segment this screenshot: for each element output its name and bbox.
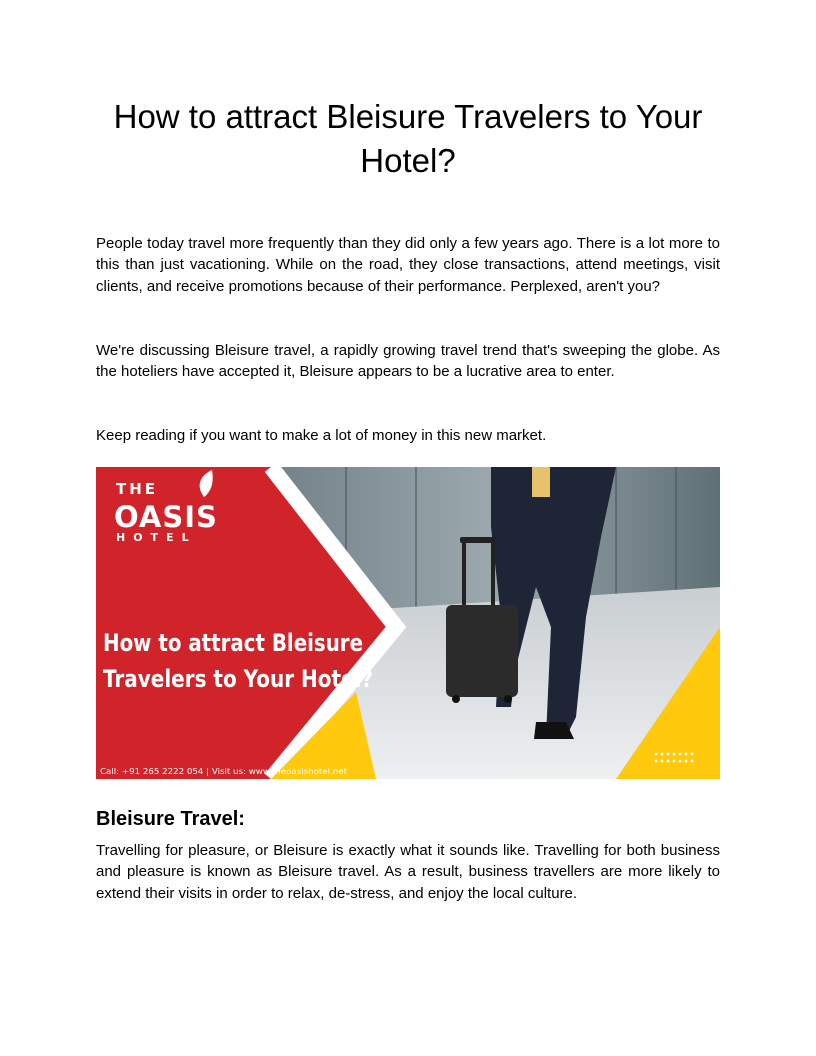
keep-reading-paragraph: Keep reading if you want to make a lot of money in this new market. [96, 427, 547, 444]
banner-contact-text: Call: +91 265 2222 054 | Visit us: www.theoasishotel.net [100, 767, 347, 776]
logo-text-hotel: HOTEL [116, 531, 197, 544]
section-paragraph: Travelling for pleasure, or Bleisure is exactly what it sounds like. Travelling for both business and pleasure is known as Bleisure travel. As a result, business travellers are more likely to extend their visits in order to relax, de-stress, and enjoy the local culture. [96, 842, 720, 902]
page-title-text: How to attract Bleisure Travelers to Your Hotel? [113, 98, 703, 179]
hotel-banner-image [96, 467, 720, 779]
logo-text-the: THE [116, 480, 159, 498]
intro-paragraph: People today travel more frequently than they did only a few years ago. There is a lot more to this than just vacationing. While on the road, they close transactions, attend meetings, visit clients, and receive promotions because of their performance. Perplexed, aren't you? [96, 235, 720, 295]
page-title [96, 95, 720, 183]
section-heading: Bleisure Travel: [96, 808, 245, 830]
bleisure-paragraph: We're discussing Bleisure travel, a rapidly growing travel trend that's sweeping the globe. As the hoteliers have accepted it, Bleisure appears to be a lucrative area to enter. [96, 342, 720, 381]
banner-headline-line2: Travelers to Your Hotel? [103, 665, 373, 693]
banner-headline-line1: How to attract Bleisure [103, 629, 363, 657]
logo-text-oasis: OASIS [114, 500, 218, 534]
